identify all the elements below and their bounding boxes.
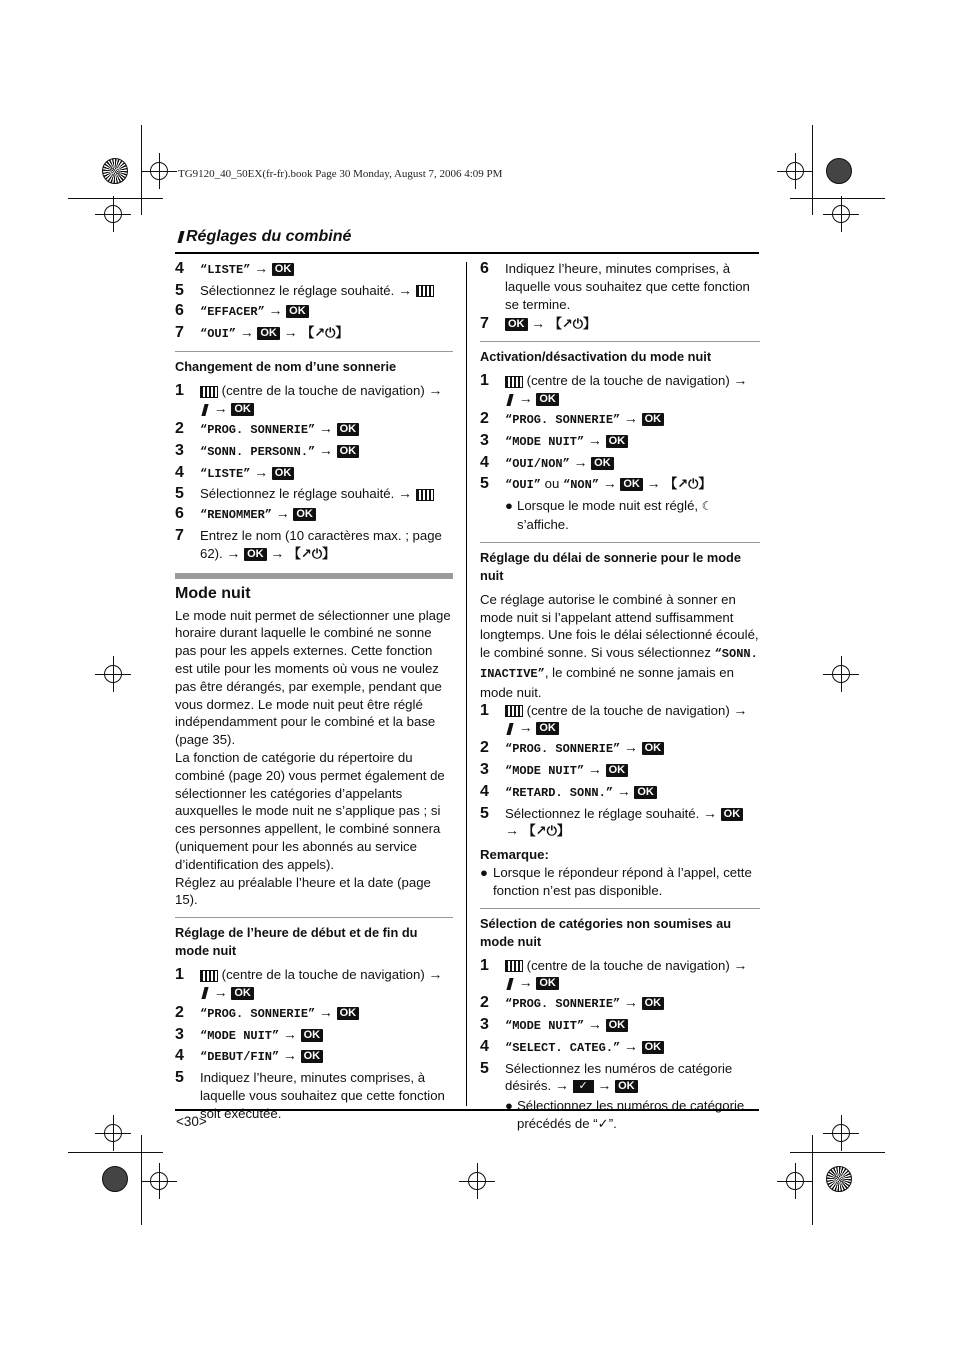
step-number: 1 <box>480 701 489 719</box>
step-text: (centre de la touche de navigation) <box>526 373 730 389</box>
off-key-icon: 【↗⏻】 <box>522 823 570 839</box>
section-title-text: Réglages du combiné <box>186 228 352 245</box>
step-text: “OUI/NON” <box>505 456 570 471</box>
step-number: 3 <box>480 760 489 778</box>
arrow-icon: → <box>318 419 333 436</box>
step <box>175 1026 453 1046</box>
step <box>480 761 760 781</box>
step-number: 3 <box>480 431 489 449</box>
arrow-icon: → <box>318 441 333 458</box>
crop-line <box>790 198 885 199</box>
section-heading: Mode nuit <box>175 584 251 602</box>
step <box>480 1038 760 1058</box>
step-text: “PROG. SONNERIE” <box>505 997 621 1012</box>
subsection-heading: Réglage du délai de sonnerie pour le mode nuit <box>480 542 760 585</box>
arrow-icon: → <box>646 475 661 492</box>
note-bullet <box>505 497 760 534</box>
step <box>175 282 453 300</box>
paragraph <box>480 591 760 702</box>
step-number: 5 <box>175 485 184 503</box>
arrow-icon: → <box>623 739 638 756</box>
ok-key-icon: OK <box>231 403 254 416</box>
menu-key-icon <box>505 705 523 717</box>
title-rule <box>175 252 759 254</box>
step-number: 2 <box>480 739 489 757</box>
step <box>480 410 760 430</box>
ok-key-icon: OK <box>272 467 295 480</box>
step <box>480 957 760 993</box>
step <box>175 420 453 440</box>
step <box>480 1060 760 1096</box>
ok-key-icon: OK <box>606 435 629 448</box>
arrow-icon: → <box>733 701 748 718</box>
bullet-text: Sélectionnez les numéros de catégorie précédés de “✓”. <box>517 1098 745 1131</box>
step <box>175 1069 453 1122</box>
step-number: 5 <box>480 1059 489 1077</box>
night-mode-icon: ☾ <box>701 499 713 514</box>
arrow-icon: → <box>268 301 283 318</box>
ok-key-icon: OK <box>591 457 614 470</box>
page-number: <30> <box>176 1114 207 1129</box>
bullet-text: Lorsque le répondeur répond à l’appel, cette fonction n’est pas disponible. <box>493 864 752 898</box>
arrow-icon: → <box>623 994 638 1011</box>
crosshair-mark <box>832 1124 850 1142</box>
arrow-icon: → <box>587 431 602 448</box>
step-number: 2 <box>480 409 489 427</box>
crop-line <box>141 125 142 215</box>
step-text: “PROG. SONNERIE” <box>200 1006 316 1021</box>
step <box>480 315 760 333</box>
arrow-icon: → <box>270 544 285 561</box>
step-text: “MODE NUIT” <box>505 763 585 778</box>
ok-key-icon: OK <box>231 987 254 1000</box>
step <box>175 464 453 484</box>
left-column <box>175 260 453 1124</box>
step-text: “RETARD. SONN.” <box>505 785 614 800</box>
menu-key-icon <box>200 970 218 982</box>
arrow-icon: → <box>518 390 533 407</box>
off-key-icon: 【↗⏻】 <box>548 316 597 332</box>
arrow-icon: → <box>623 1037 638 1054</box>
ok-key-icon: OK <box>536 393 559 406</box>
bullet-icon: ● <box>505 1098 513 1114</box>
step-number: 5 <box>480 475 489 493</box>
crosshair-mark <box>150 1172 168 1190</box>
step <box>480 739 760 759</box>
arrow-icon: → <box>702 804 717 821</box>
off-key-icon: 【↗⏻】 <box>301 324 349 340</box>
step-number: 3 <box>480 1015 489 1033</box>
crop-line <box>812 125 813 215</box>
step-number: 3 <box>175 441 184 459</box>
arrow-icon: → <box>397 485 412 502</box>
section-bar <box>175 573 453 579</box>
step-number: 4 <box>480 782 489 800</box>
step <box>480 783 760 803</box>
step-text: Sélectionnez les numéros de catégorie désirés. <box>505 1060 733 1094</box>
handset-icon <box>177 231 184 243</box>
arrow-icon: → <box>518 974 533 991</box>
step-number: 7 <box>175 323 184 341</box>
ok-key-icon: OK <box>301 1029 324 1042</box>
step-text: “SELECT. CATEG.” <box>505 1040 621 1055</box>
step <box>480 372 760 408</box>
step <box>175 505 453 525</box>
crosshair-mark <box>832 665 850 683</box>
step-text: “OUI” <box>200 326 237 341</box>
ok-key-icon: OK <box>286 305 309 318</box>
bullet-icon: ● <box>480 864 488 880</box>
step <box>480 260 760 313</box>
note-bullet <box>505 1097 760 1133</box>
subsection-heading: Réglage de l’heure de début et de fin du mode nuit <box>175 917 453 960</box>
paragraph: La fonction de catégorie du répertoire du combiné (page 20) vous permet également de sélectionner les catégories d’appelants auxquelles le mode nuit ne s’applique pas ; si ces personnes appellent, le combiné sonnera (uniquement pour les abonnés au service d’identification des appels). <box>175 749 445 872</box>
ok-key-icon: OK <box>642 413 665 426</box>
step-number: 3 <box>175 1025 184 1043</box>
step <box>175 382 453 418</box>
arrow-icon: → <box>531 315 546 332</box>
arrow-icon: → <box>505 822 519 839</box>
step <box>175 302 453 322</box>
step-text: “OUI” <box>505 478 542 493</box>
crop-line <box>68 1152 163 1153</box>
step <box>175 442 453 462</box>
step-number: 4 <box>480 1037 489 1055</box>
arrow-icon: → <box>573 453 588 470</box>
remark-label: Remarque: <box>480 847 549 863</box>
step-number: 1 <box>480 372 489 390</box>
step-text: “LISTE” <box>200 466 251 481</box>
handset-icon <box>506 978 513 990</box>
step-text: ou <box>541 476 564 492</box>
menu-key-icon <box>505 376 523 388</box>
registration-rosette <box>102 1166 128 1192</box>
step <box>480 702 760 738</box>
menu-key-icon <box>416 489 434 501</box>
step-number: 7 <box>480 315 489 333</box>
step-text: (centre de la touche de navigation) <box>526 702 730 718</box>
ok-key-icon: OK <box>642 997 665 1010</box>
ok-key-icon: OK <box>721 808 744 821</box>
step-number: 5 <box>175 1069 184 1087</box>
ok-key-icon: OK <box>536 977 559 990</box>
ok-key-icon: OK <box>606 764 629 777</box>
ok-key-icon: OK <box>620 478 643 491</box>
registration-rosette <box>102 158 128 184</box>
step-text: “MODE NUIT” <box>200 1028 280 1043</box>
step <box>175 966 453 1002</box>
step-text: Sélectionnez le réglage souhaité. <box>200 486 395 502</box>
step <box>175 527 453 563</box>
ok-key-icon: OK <box>505 318 528 331</box>
off-key-icon: 【↗⏻】 <box>287 545 336 561</box>
step-number: 1 <box>480 956 489 974</box>
handset-icon <box>201 404 208 416</box>
ok-key-icon: OK <box>337 423 360 436</box>
crosshair-mark <box>832 205 850 223</box>
step-text: “LISTE” <box>200 263 251 277</box>
arrow-icon: → <box>554 1077 569 1094</box>
step-text: (centre de la touche de navigation) <box>221 967 425 983</box>
step-text: “MODE NUIT” <box>505 434 585 449</box>
arrow-icon: → <box>282 1025 297 1042</box>
crosshair-mark <box>786 1172 804 1190</box>
arrow-icon: → <box>623 409 638 426</box>
arrow-icon: → <box>254 463 269 480</box>
column-divider <box>466 262 467 1106</box>
step <box>480 454 760 474</box>
crosshair-mark <box>104 205 122 223</box>
ok-key-icon: OK <box>301 1050 324 1063</box>
bullet-text: Lorsque le mode nuit est réglé, <box>517 498 699 514</box>
step-text: “NON” <box>563 478 600 493</box>
step-number: 2 <box>175 1003 184 1021</box>
step-text: “PROG. SONNERIE” <box>505 412 621 427</box>
step <box>480 432 760 452</box>
arrow-icon: → <box>597 1077 612 1094</box>
step-number: 4 <box>175 1047 184 1065</box>
registration-rosette <box>826 1166 852 1192</box>
step-text: “MODE NUIT” <box>505 1018 585 1033</box>
arrow-icon: → <box>213 400 228 417</box>
arrow-icon: → <box>587 1015 602 1032</box>
arrow-icon: → <box>318 1003 333 1020</box>
arrow-icon: → <box>226 544 241 561</box>
handset-icon <box>506 394 513 406</box>
ok-key-icon: OK <box>337 445 360 458</box>
subsection-heading: Sélection de catégories non soumises au mode nuit <box>480 908 760 951</box>
step-text: “PROG. SONNERIE” <box>505 742 621 757</box>
paragraph: Réglez au préalable l’heure et la date (page 15). <box>175 874 431 908</box>
arrow-icon: → <box>428 382 443 399</box>
arrow-icon: → <box>213 983 228 1000</box>
menu-key-icon <box>200 386 218 398</box>
ok-key-icon: OK <box>642 742 665 755</box>
arrow-icon: → <box>733 372 748 389</box>
ok-key-icon: OK <box>615 1080 638 1093</box>
bullet-text: s’affiche. <box>517 516 569 532</box>
step-text: Sélectionnez le réglage souhaité. <box>505 805 700 821</box>
step <box>480 805 760 841</box>
off-key-icon: 【↗⏻】 <box>664 476 712 492</box>
right-column <box>480 260 760 1133</box>
step-number: 6 <box>175 301 184 319</box>
step-text: “DEBUT/FIN” <box>200 1050 280 1065</box>
step-number: 5 <box>175 281 184 299</box>
bullet-icon: ● <box>505 498 513 514</box>
arrow-icon: → <box>397 281 412 298</box>
step-text: Indiquez l’heure, minutes comprises, à laquelle vous souhaitez que cette fonction se termine. <box>505 261 750 312</box>
arrow-icon: → <box>239 323 254 340</box>
print-header: TG9120_40_50EX(fr-fr).book Page 30 Monday, August 7, 2006 4:09 PM <box>178 168 503 180</box>
subsection-heading: Activation/désactivation du mode nuit <box>480 341 760 366</box>
crosshair-mark <box>104 665 122 683</box>
crop-line <box>812 1135 813 1225</box>
handset-icon <box>506 723 513 735</box>
step <box>175 260 453 280</box>
remark-bullet <box>480 864 760 900</box>
step-text: “PROG. SONNERIE” <box>200 422 316 437</box>
crosshair-mark <box>104 1124 122 1142</box>
step-text: (centre de la touche de navigation) <box>526 957 730 973</box>
step-number: 4 <box>175 260 184 277</box>
paragraph-text: , le combiné ne sonne jamais en mode nuit. <box>480 664 734 700</box>
arrow-icon: → <box>733 956 748 973</box>
crosshair-mark <box>468 1172 486 1190</box>
arrow-icon: → <box>275 505 290 522</box>
check-key-icon: ✓ <box>573 1080 594 1093</box>
step-number: 4 <box>175 463 184 481</box>
step-number: 1 <box>175 966 184 984</box>
step-text: “EFFACER” <box>200 304 265 319</box>
step-number: 7 <box>175 527 184 545</box>
ok-key-icon: OK <box>642 1041 665 1054</box>
step <box>480 1016 760 1036</box>
arrow-icon: → <box>254 260 269 276</box>
paragraph: Le mode nuit permet de sélectionner une plage horaire durant laquelle le combiné ne sonne pas pour les appels externes. Cette fonction est utile pour les moments où vous ne voulez pas être dérangés, par exemple, pendant que vous dormez. Le mode nuit peut être réglé indépendamment pour le combiné et la base (page 35). <box>175 607 451 748</box>
subsection-heading: Changement de nom d’une sonnerie <box>175 351 453 376</box>
paragraph-text: “SONN. INACTIVE” <box>480 647 758 681</box>
step-text: (centre de la touche de navigation) <box>221 383 425 399</box>
crosshair-mark <box>150 162 168 180</box>
arrow-icon: → <box>616 782 631 799</box>
step-number: 2 <box>480 994 489 1012</box>
crop-line <box>141 1135 142 1225</box>
step-text: Entrez le nom (10 caractères max. ; page 62). <box>200 528 442 561</box>
arrow-icon: → <box>283 323 298 340</box>
menu-key-icon <box>416 285 434 297</box>
section-title <box>176 228 351 246</box>
step <box>480 994 760 1014</box>
step-number: 5 <box>480 804 489 822</box>
arrow-icon: → <box>518 719 533 736</box>
ok-key-icon: OK <box>293 508 316 521</box>
step <box>175 485 453 503</box>
ok-key-icon: OK <box>536 722 559 735</box>
arrow-icon: → <box>282 1047 297 1064</box>
crop-line <box>68 198 163 199</box>
step <box>175 1004 453 1024</box>
ok-key-icon: OK <box>337 1007 360 1020</box>
step-text: Indiquez l’heure, minutes comprises, à laquelle vous souhaitez que cette fonction soit exécutée. <box>200 1070 445 1121</box>
step-number: 4 <box>480 453 489 471</box>
ok-key-icon: OK <box>257 327 280 340</box>
arrow-icon: → <box>602 475 617 492</box>
step-number: 1 <box>175 382 184 400</box>
step-number: 6 <box>480 260 489 277</box>
registration-rosette <box>826 158 852 184</box>
ok-key-icon: OK <box>606 1019 629 1032</box>
step <box>175 324 453 344</box>
handset-icon <box>201 987 208 999</box>
arrow-icon: → <box>428 966 443 983</box>
arrow-icon: → <box>587 760 602 777</box>
step-text: “RENOMMER” <box>200 508 273 523</box>
crosshair-mark <box>786 162 804 180</box>
menu-key-icon <box>505 960 523 972</box>
step-number: 2 <box>175 419 184 437</box>
step <box>175 1047 453 1067</box>
ok-key-icon: OK <box>272 263 295 276</box>
crop-line <box>790 1152 885 1153</box>
step <box>480 475 760 495</box>
paragraph-text: Ce réglage autorise le combiné à sonner en mode nuit si l’appelant attend suffisamment longtemps. Une fois le délai sélectionné écoulé, le combiné sonne. Si vous sélectionnez <box>480 591 759 661</box>
ok-key-icon: OK <box>244 548 267 561</box>
step-number: 6 <box>175 505 184 523</box>
ok-key-icon: OK <box>634 786 657 799</box>
step-text: “SONN. PERSONN.” <box>200 444 316 459</box>
step-text: Sélectionnez le réglage souhaité. <box>200 282 395 298</box>
